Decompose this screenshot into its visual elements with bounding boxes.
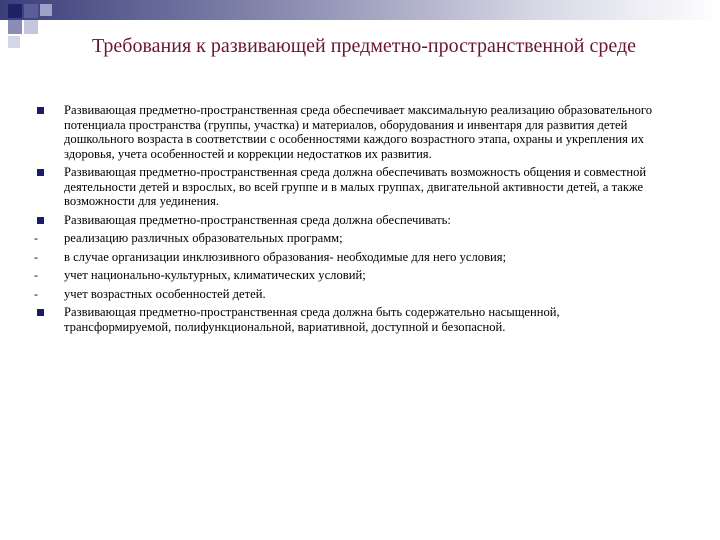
dash-marker-icon: - <box>34 268 38 282</box>
list-item-text: Развивающая предметно-пространственная среда должна обеспечивать: <box>64 212 451 227</box>
list-item-text: учет национально-культурных, климатических условий; <box>64 268 366 282</box>
list-item-text: реализацию различных образовательных программ; <box>64 231 343 245</box>
list-item <box>30 213 670 228</box>
list-item <box>30 231 670 246</box>
dash-marker-icon: - <box>34 249 38 264</box>
list-item <box>30 268 670 283</box>
list-item <box>30 165 670 209</box>
dash-marker-icon: - <box>34 231 38 245</box>
list-item-text: Развивающая предметно-пространственная среда должна быть содержательно насыщенной, трансформируемой, полифункциональной, вариативной, доступной и безопасной. <box>64 305 560 334</box>
dash-marker-icon: - <box>34 286 38 301</box>
list-item <box>30 305 670 334</box>
list-item <box>30 287 670 302</box>
list-item <box>30 103 670 161</box>
slide-title: Требования к развивающей предметно-пространственной среде <box>91 35 637 57</box>
list-item-text: Развивающая предметно-пространственная среда должна обеспечивать возможность общения и совместной деятельности детей и взрослых, во всей группе и в малых группах, двигательной активности детей, а также возможности для уединения. <box>64 165 647 208</box>
requirements-list <box>30 103 670 338</box>
list-item-text: в случае организации инклюзивного образования- необходимые для него условия; <box>64 249 507 264</box>
list-item <box>30 250 670 265</box>
header-band <box>0 0 720 20</box>
list-item-text: учет возрастных особенностей детей. <box>64 286 266 301</box>
list-item-text: Развивающая предметно-пространственная среда обеспечивает максимальную реализацию образовательного потенциала пространства (группы, участка) и материалов, оборудования и инвентаря для развития детей дошкольного возраста в соответствии с особенностями каждого возрастного этапа, охраны и укрепления их здоровья, учета особенностей и коррекции недостатков их развития. <box>64 103 653 161</box>
